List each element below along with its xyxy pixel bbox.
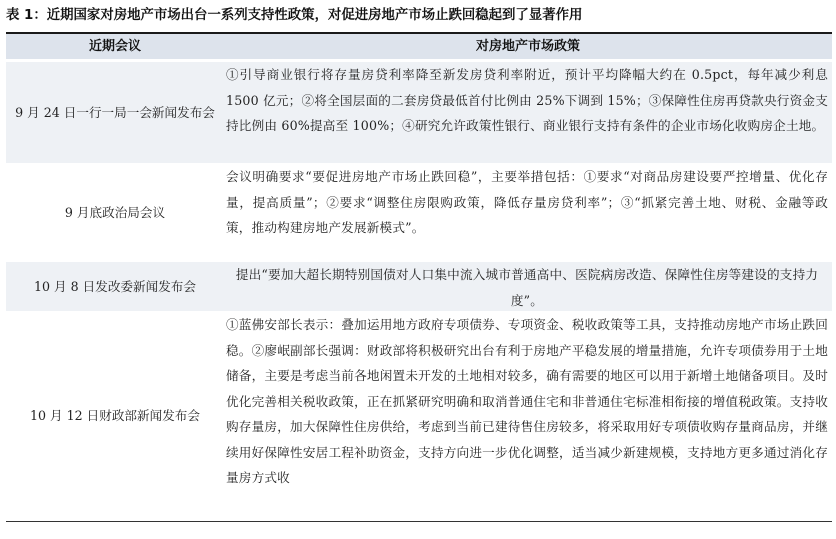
table-row <box>6 62 832 164</box>
table-row <box>6 312 832 520</box>
meeting-cell: 9 月底政治局会议 <box>64 204 166 220</box>
table-header <box>6 34 832 59</box>
table-title: 表 1：近期国家对房地产市场出台一系列支持性政策，对促进房地产市场止跌回稳起到了显著作用 <box>6 8 583 23</box>
header-meeting: 近期会议 <box>88 39 141 54</box>
bottom-rule <box>6 521 832 522</box>
meeting-cell: 10 月 8 日发改委新闻发布会 <box>34 278 196 294</box>
meeting-cell: 10 月 12 日财政部新闻发布会 <box>30 407 200 423</box>
policy-cell: ①引导商业银行将存量房贷利率降至新发房贷利率附近，预计平均降幅大约在 0.5pct，每年减少利息 1500 亿元；②将全国层面的二套房贷最低首付比例由 25%下调到 15%；③保障性住房再贷款央行资金支持比例由 60%提高至 100%；④研究允许政策性银行、商业银行支持有条件的企业市场化收购房企土地。 <box>226 67 828 133</box>
policy-cell: 会议明确要求“要促进房地产市场止跌回稳”，主要举措包括：①要求“对商品房建设要严控增量、优化存量，提高质量”；②要求“调整住房限购政策，降低存量房贷利率”；③“抓紧完善土地、财税、金融等政策，推动构建房地产发展新模式”。 <box>226 169 828 235</box>
header-policy: 对房地产市场政策 <box>475 39 580 54</box>
policy-cell: 提出“要加大超长期特别国债对人口集中流入城市普通高中、医院病房改造、保障性住房等建设的支持力度”。 <box>235 267 819 308</box>
meeting-cell: 9 月 24 日一行一局一会新闻发布会 <box>15 104 215 120</box>
table-row <box>6 164 832 262</box>
policy-cell: ①蓝佛安部长表示：叠加运用地方政府专项债券、专项资金、税收政策等工具，支持推动房地产市场止跌回稳。②廖岷副部长强调：财政部将积极研究出台有利于房地产平稳发展的增量措施，允许专项债券用于土地储备，主要是考虑当前各地闲置未开发的土地相对较多，确有需要的地区可以用于新增土地储备项目。及时优化完善相关税收政策，正在抓紧研究明确和取消普通住宅和非普通住宅标准相衔接的增值税政策。支持收购存量房，加大保障性住房供给，考虑到当前已建待售住房较多，将采取用好专项债收购存量商品房，并继续用好保障性安居工程补助资金，支持方向进一步优化调整，适当减少新建规模，支持地方更多通过消化存量房方式收 <box>226 317 828 485</box>
table-row <box>6 262 832 312</box>
